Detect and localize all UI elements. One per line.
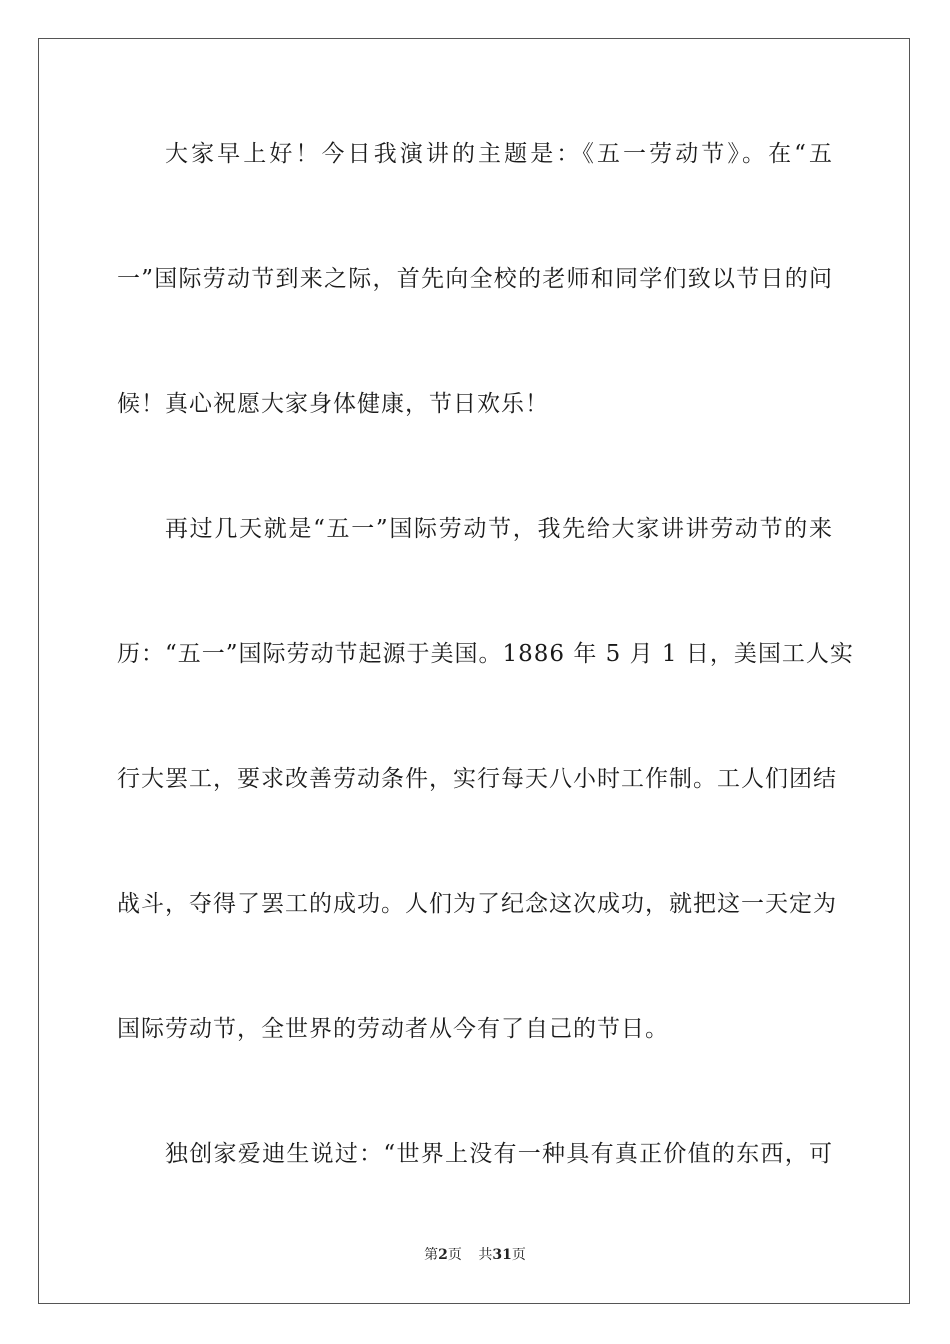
text-line-6: 行大罢工，要求改善劳动条件，实行每天八小时工作制。工人们团结 xyxy=(117,766,837,792)
page-indicator: 第2页 xyxy=(424,1247,462,1263)
text-line-7: 战斗，夺得了罢工的成功。人们为了纪念这次成功，就把这一天定为 xyxy=(117,891,837,917)
text-line-3: 候！真心祝愿大家身体健康，节日欢乐！ xyxy=(117,391,549,417)
current-page-number: 2 xyxy=(438,1247,448,1263)
text-line-4: 再过几天就是“五一”国际劳动节，我先给大家讲讲劳动节的来 xyxy=(165,516,833,542)
text-line-2: 一”国际劳动节到来之际，首先向全校的老师和同学们致以节日的问 xyxy=(117,266,833,292)
page-footer xyxy=(0,1246,950,1264)
text-line-5: 历：“五一”国际劳动节起源于美国。1886 年 5 月 1 日，美国工人实 xyxy=(117,641,854,667)
total-pages-indicator: 共31页 xyxy=(478,1247,526,1263)
text-line-9: 独创家爱迪生说过：“世界上没有一种具有真正价值的东西，可 xyxy=(165,1141,833,1167)
text-line-8: 国际劳动节，全世界的劳动者从今有了自己的节日。 xyxy=(117,1016,669,1042)
text-line-1: 大家早上好！今日我演讲的主题是：《五一劳动节》。在“五 xyxy=(165,141,833,167)
total-pages-number: 31 xyxy=(492,1247,512,1263)
page-border xyxy=(38,38,910,1304)
